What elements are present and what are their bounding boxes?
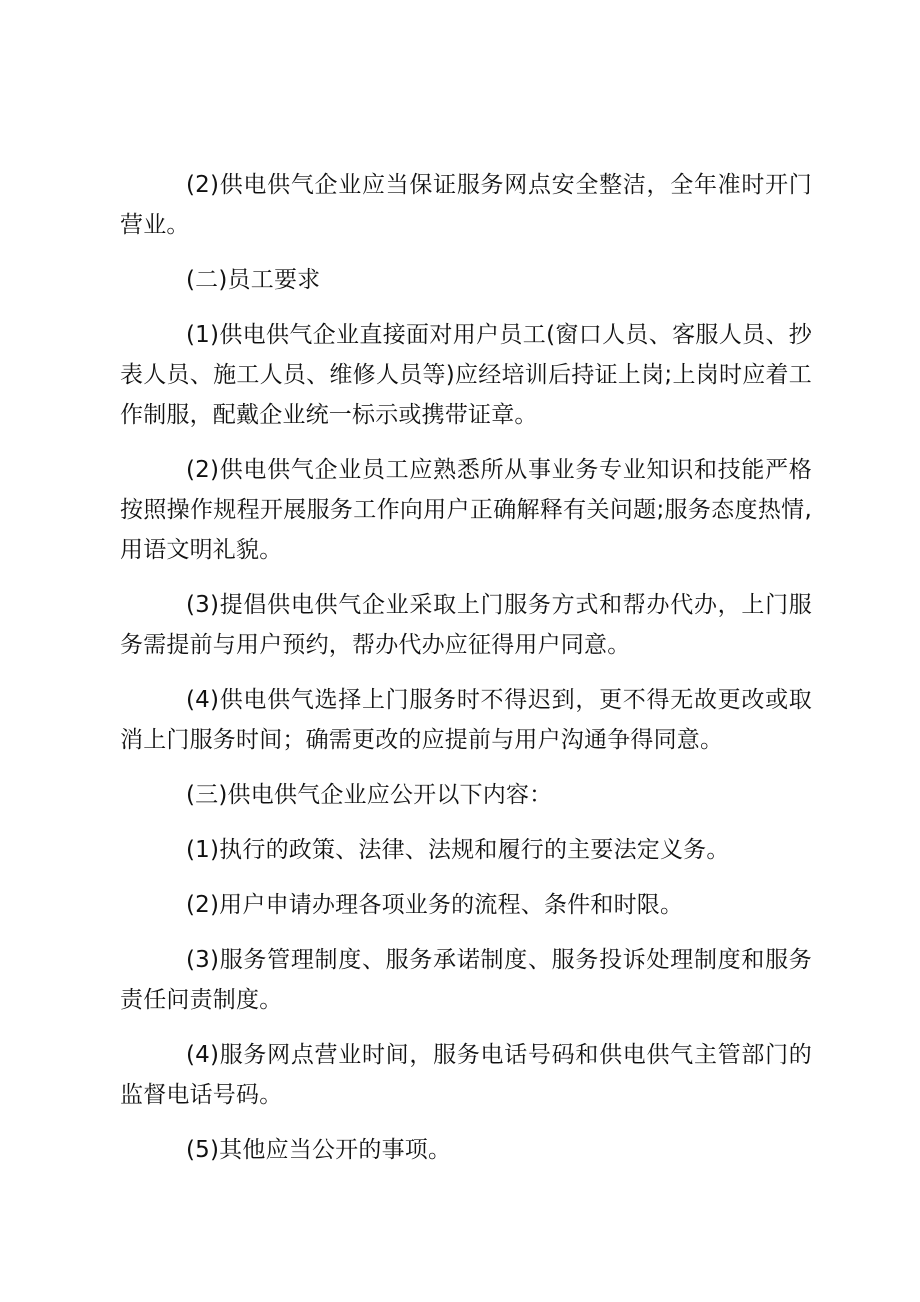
paragraph-service-outlet: (2)供电供气企业应当保证服务网点安全整洁，全年准时开门营业。: [120, 172, 812, 238]
section-heading-disclosure: (三)供电供气企业应公开以下内容：: [186, 782, 553, 808]
paragraph-other-matters: (5)其他应当公开的事项。: [186, 1137, 452, 1163]
document-body: [120, 165, 812, 1185]
paragraph-door-service: (3)提倡供电供气企业采取上门服务方式和帮办代办，上门服务需提前与用户预约，帮办代办应征得用户同意。: [120, 592, 812, 658]
paragraph-policies: (1)执行的政策、法律、法规和履行的主要法定义务。: [186, 837, 730, 863]
paragraph-management-systems: (3)服务管理制度、服务承诺制度、服务投诉处理制度和服务责任问责制度。: [120, 947, 812, 1013]
paragraph-application-process: (2)用户申请办理各项业务的流程、条件和时限。: [186, 892, 684, 918]
section-heading-staff-requirements: (二)员工要求: [186, 267, 321, 293]
paragraph-business-hours: (4)服务网点营业时间，服务电话号码和供电供气主管部门的监督电话号码。: [120, 1042, 812, 1108]
paragraph-staff-certification: (1)供电供气企业直接面对用户员工(窗口人员、客服人员、抄表人员、施工人员、维修人员等)应经培训后持证上岗;上岗时应着工作制服，配戴企业统一标示或携带证章。: [120, 322, 812, 428]
paragraph-punctuality: (4)供电供气选择上门服务时不得迟到，更不得无故更改或取消上门服务时间；确需更改的应提前与用户沟通争得同意。: [120, 687, 812, 753]
paragraph-staff-knowledge: (2)供电供气企业员工应熟悉所从事业务专业知识和技能严格按照操作规程开展服务工作向用户正确解释有关问题;服务态度热情,用语文明礼貌。: [120, 457, 812, 563]
